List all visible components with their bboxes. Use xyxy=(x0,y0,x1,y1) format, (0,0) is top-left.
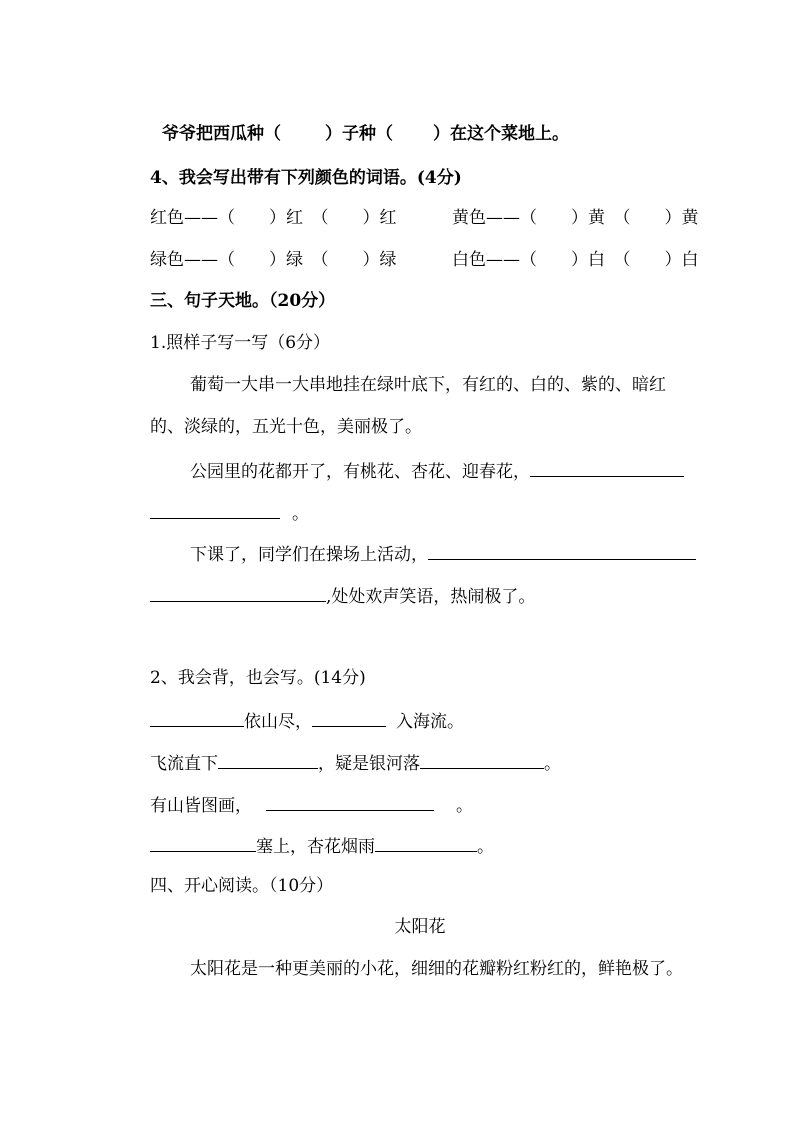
poem4-blank-1[interactable] xyxy=(150,833,256,852)
poem3-start: 有山皆图画， xyxy=(150,796,252,816)
poem1-end: 入海流。 xyxy=(396,712,464,732)
exercise1-line-2 xyxy=(150,500,309,526)
poem2-mid: ，疑是银河落 xyxy=(318,754,420,774)
q4-heading: 4、我会写出带有下列颜色的词语。(4分) xyxy=(150,168,462,188)
q3-part3: ）在这个菜地上。 xyxy=(433,124,569,144)
q4-row2-left[interactable]: 绿色——（ ）绿 （ ）绿 xyxy=(150,250,397,270)
poem2-blank-2[interactable] xyxy=(420,750,544,769)
poem-line-1 xyxy=(150,708,464,734)
section3-heading: 三、句子天地。（20分） xyxy=(150,291,336,311)
poem-line-4 xyxy=(150,833,494,859)
exercise2-start: 下课了，同学们在操场上活动， xyxy=(190,545,428,565)
poem4-mid: 塞上，杏花烟雨 xyxy=(256,837,375,857)
poem1-mid: 依山尽， xyxy=(244,712,312,732)
exercise1-blank-2[interactable] xyxy=(150,500,280,519)
exercise2-end: ,处处欢声笑语，热闹极了。 xyxy=(326,587,536,607)
poem1-blank-2[interactable] xyxy=(312,708,386,727)
exercise2-line-2 xyxy=(150,583,535,609)
q3-part2: ）子种（ xyxy=(325,124,393,144)
example-line-2: 的、淡绿的，五光十色，美丽极了。 xyxy=(150,417,422,437)
exercise2-line xyxy=(190,541,696,567)
exercise1-blank-1[interactable] xyxy=(530,458,684,477)
q4-row2-right[interactable]: 白色——（ ）白 （ ）白 xyxy=(452,250,699,270)
poem-line-3 xyxy=(150,792,473,818)
exercise2-blank-2[interactable] xyxy=(150,583,326,602)
exercise2-blank-1[interactable] xyxy=(428,541,696,560)
poem2-blank-1[interactable] xyxy=(218,750,318,769)
poem3-blank[interactable] xyxy=(266,792,434,811)
poem2-start: 飞流直下 xyxy=(150,754,218,774)
poem3-end: 。 xyxy=(456,796,473,816)
poem4-blank-2[interactable] xyxy=(375,833,477,852)
q3-sentence xyxy=(162,122,569,146)
poem4-end: 。 xyxy=(477,837,494,857)
poem1-blank-1[interactable] xyxy=(150,708,244,727)
q1-heading: 1.照样子写一写（6分） xyxy=(150,333,331,353)
passage-title: 太阳花 xyxy=(394,917,446,937)
passage-line-1: 太阳花是一种更美丽的小花，细细的花瓣粉红粉红的，鲜艳极了。 xyxy=(190,959,683,979)
exercise1-line xyxy=(190,458,684,484)
poem-line-2 xyxy=(150,750,561,776)
q4-row1-right[interactable]: 黄色——（ ）黄 （ ）黄 xyxy=(452,208,699,228)
exercise1-start: 公园里的花都开了，有桃花、杏花、迎春花， xyxy=(190,462,530,482)
q3-part1: 爷爷把西瓜种（ xyxy=(162,124,281,144)
q4-row1-left[interactable]: 红色——（ ）红 （ ）红 xyxy=(150,208,397,228)
poem2-end: 。 xyxy=(544,754,561,774)
q2-heading: 2、我会背，也会写。(14分) xyxy=(150,668,366,688)
section4-heading: 四、开心阅读。（10分） xyxy=(150,876,334,896)
example-line-1: 葡萄一大串一大串地挂在绿叶底下，有红的、白的、紫的、暗红 xyxy=(190,375,666,395)
exercise1-end: 。 xyxy=(292,504,309,524)
